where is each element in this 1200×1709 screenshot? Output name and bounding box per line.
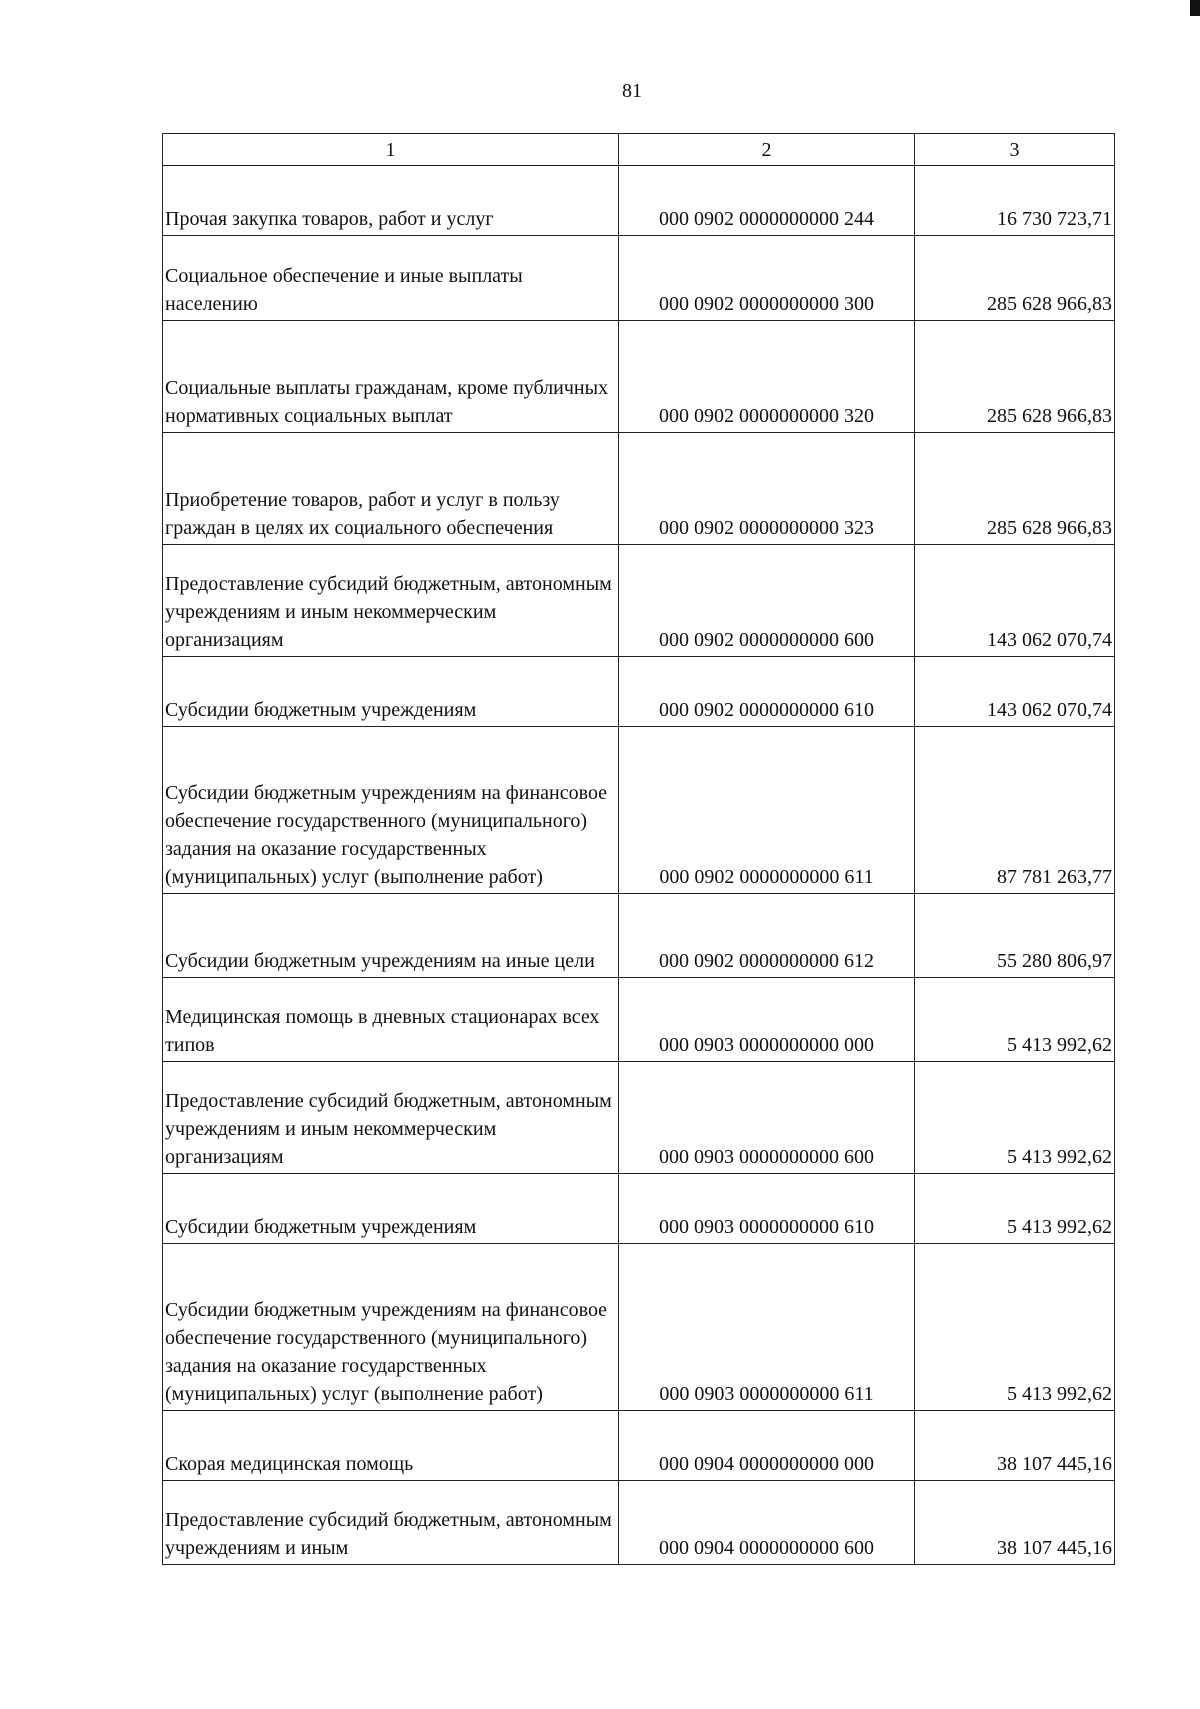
row-name: Субсидии бюджетным учреждениям на иные цели bbox=[163, 894, 619, 978]
row-name: Приобретение товаров, работ и услуг в пользу граждан в целях их социального обеспечения bbox=[163, 433, 619, 545]
table-row bbox=[163, 236, 1115, 321]
row-code: 000 0902 0000000000 611 bbox=[619, 727, 915, 894]
row-name: Скорая медицинская помощь bbox=[163, 1411, 619, 1481]
table-row bbox=[163, 433, 1115, 545]
row-name: Медицинская помощь в дневных стационарах всех типов bbox=[163, 978, 619, 1062]
table-row bbox=[163, 1244, 1115, 1411]
row-code: 000 0903 0000000000 600 bbox=[619, 1062, 915, 1174]
row-amount: 5 413 992,62 bbox=[915, 978, 1115, 1062]
row-name: Субсидии бюджетным учреждениям bbox=[163, 1174, 619, 1244]
table-row bbox=[163, 1062, 1115, 1174]
row-name: Субсидии бюджетным учреждениям на финансовое обеспечение государственного (муниципального) задания на оказание государственных (муниципальных) услуг (выполнение работ) bbox=[163, 1244, 619, 1411]
row-name: Социальные выплаты гражданам, кроме публичных нормативных социальных выплат bbox=[163, 321, 619, 433]
row-amount: 87 781 263,77 bbox=[915, 727, 1115, 894]
row-name: Субсидии бюджетным учреждениям bbox=[163, 657, 619, 727]
row-name: Предоставление субсидий бюджетным, автономным учреждениям и иным некоммерческим организациям bbox=[163, 545, 619, 657]
row-code: 000 0904 0000000000 600 bbox=[619, 1481, 915, 1565]
row-amount: 38 107 445,16 bbox=[915, 1481, 1115, 1565]
row-name: Социальное обеспечение и иные выплаты населению bbox=[163, 236, 619, 321]
row-name: Прочая закупка товаров, работ и услуг bbox=[163, 166, 619, 236]
row-code: 000 0902 0000000000 323 bbox=[619, 433, 915, 545]
table-row bbox=[163, 1481, 1115, 1565]
table-row bbox=[163, 657, 1115, 727]
row-amount: 285 628 966,83 bbox=[915, 321, 1115, 433]
row-code: 000 0902 0000000000 610 bbox=[619, 657, 915, 727]
row-code: 000 0904 0000000000 000 bbox=[619, 1411, 915, 1481]
page-number: 81 bbox=[622, 80, 642, 102]
row-amount: 143 062 070,74 bbox=[915, 545, 1115, 657]
row-name: Предоставление субсидий бюджетным, автономным учреждениям и иным bbox=[163, 1481, 619, 1565]
table-row bbox=[163, 978, 1115, 1062]
table-row bbox=[163, 1411, 1115, 1481]
column-header-1: 1 bbox=[163, 134, 619, 166]
row-code: 000 0903 0000000000 000 bbox=[619, 978, 915, 1062]
scan-corner-mark bbox=[1190, 0, 1200, 16]
row-amount: 5 413 992,62 bbox=[915, 1174, 1115, 1244]
row-amount: 55 280 806,97 bbox=[915, 894, 1115, 978]
row-amount: 5 413 992,62 bbox=[915, 1244, 1115, 1411]
row-amount: 38 107 445,16 bbox=[915, 1411, 1115, 1481]
row-amount: 143 062 070,74 bbox=[915, 657, 1115, 727]
row-code: 000 0902 0000000000 300 bbox=[619, 236, 915, 321]
table-row bbox=[163, 1174, 1115, 1244]
row-code: 000 0903 0000000000 611 bbox=[619, 1244, 915, 1411]
column-header-2: 2 bbox=[619, 134, 915, 166]
table-row bbox=[163, 727, 1115, 894]
row-code: 000 0902 0000000000 612 bbox=[619, 894, 915, 978]
row-name: Предоставление субсидий бюджетным, автономным учреждениям и иным некоммерческим организациям bbox=[163, 1062, 619, 1174]
table-row bbox=[163, 166, 1115, 236]
row-code: 000 0902 0000000000 244 bbox=[619, 166, 915, 236]
table-header-row bbox=[163, 134, 1115, 166]
row-name: Субсидии бюджетным учреждениям на финансовое обеспечение государственного (муниципального) задания на оказание государственных (муниципальных) услуг (выполнение работ) bbox=[163, 727, 619, 894]
table-row bbox=[163, 321, 1115, 433]
budget-table bbox=[162, 133, 1115, 1565]
row-amount: 5 413 992,62 bbox=[915, 1062, 1115, 1174]
column-header-3: 3 bbox=[915, 134, 1115, 166]
row-code: 000 0902 0000000000 600 bbox=[619, 545, 915, 657]
row-amount: 16 730 723,71 bbox=[915, 166, 1115, 236]
row-code: 000 0902 0000000000 320 bbox=[619, 321, 915, 433]
row-amount: 285 628 966,83 bbox=[915, 433, 1115, 545]
row-code: 000 0903 0000000000 610 bbox=[619, 1174, 915, 1244]
table-row bbox=[163, 545, 1115, 657]
row-amount: 285 628 966,83 bbox=[915, 236, 1115, 321]
table-row bbox=[163, 894, 1115, 978]
